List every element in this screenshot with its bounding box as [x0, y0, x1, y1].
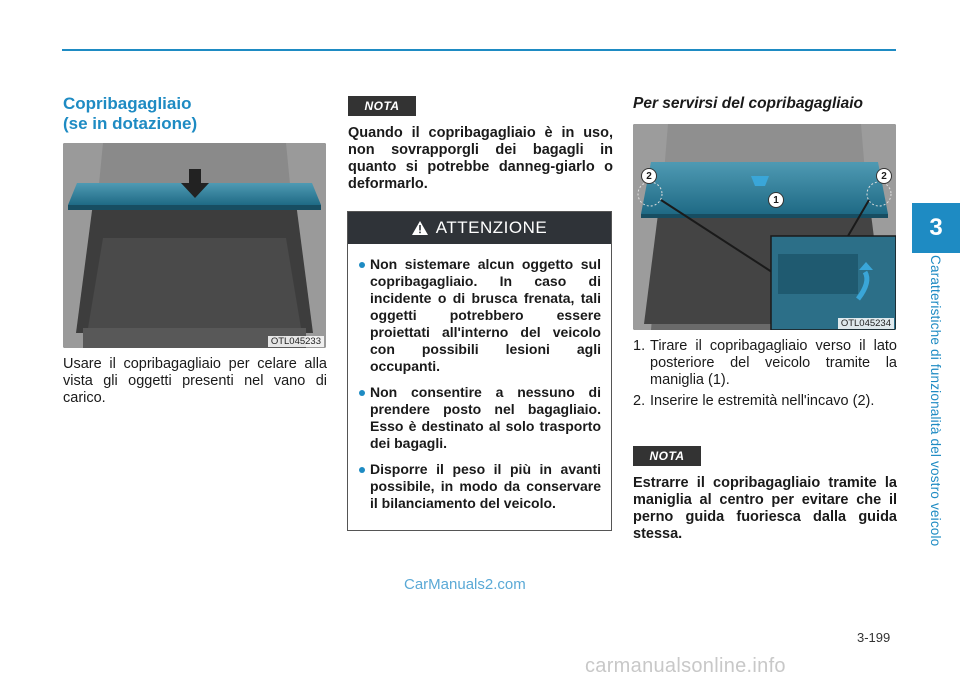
steps-list — [633, 338, 897, 414]
heading-line-1: Copribagagliaio — [63, 94, 192, 113]
photo-code: OTL045234 — [838, 318, 894, 329]
callout-2-left: 2 — [641, 168, 657, 184]
cargo-cover-photo — [63, 143, 326, 348]
step-item: 2. Inserire le estremità nell'incavo (2). — [633, 393, 875, 409]
watermark: CarManuals2.com — [404, 576, 526, 593]
warning-list — [348, 244, 611, 512]
cargo-cover-illustration — [63, 143, 326, 348]
callout-2-right: 2 — [876, 168, 892, 184]
cargo-cover-usage-illustration — [633, 124, 896, 330]
photo-code: OTL045233 — [268, 336, 324, 347]
top-rule — [62, 49, 896, 51]
site-watermark: carmanualsonline.info — [585, 655, 786, 677]
nota-text-right: Estrarre il copribagagliaio tramite la maniglia al centro per evitare che il perno guida fuoriesca dalla guida stessa. — [633, 475, 897, 542]
warning-item: Non sistemare alcun oggetto sul copribagagliaio. In caso di incidente o di brusca frenata, tali oggetti potrebbero essere proiettati all'interno del veicolo con possibili lesioni agli occupanti. — [360, 256, 601, 375]
chapter-tab: 3 — [912, 203, 960, 253]
page-number: 3-199 — [857, 630, 891, 645]
left-heading — [63, 94, 323, 134]
right-heading: Per servirsi del copribagagliaio — [633, 95, 864, 112]
warning-header — [348, 212, 611, 244]
warning-item: Non consentire a nessuno di prendere posto nel bagagliaio. Esso è destinato al solo trasporto dei bagagli. — [360, 384, 601, 452]
warning-title: ATTENZIONE — [435, 218, 548, 237]
nota-text: Quando il copribagagliaio è in uso, non sovrapporgli dei bagagli in quanto si potrebbe danneg-giarlo o deformarlo. — [348, 125, 613, 192]
warning-item: Disporre il peso il più in avanti possibile, in modo da conservare il bilanciamento del veicolo. — [360, 461, 601, 512]
step-item: 1. Tirare il copribagagliaio verso il lato posteriore del veicolo tramite la maniglia (1). — [633, 338, 897, 388]
left-body: Usare il copribagagliaio per celare alla vista gli oggetti presenti nel vano di carico. — [63, 356, 327, 406]
nota-badge-right: NOTA — [633, 446, 701, 466]
heading-line-2: (se in dotazione) — [63, 114, 198, 133]
warning-triangle-icon — [412, 221, 428, 235]
warning-box — [347, 211, 612, 531]
cargo-cover-usage-photo — [633, 124, 896, 330]
callout-1: 1 — [768, 192, 784, 208]
nota-badge: NOTA — [348, 96, 416, 116]
